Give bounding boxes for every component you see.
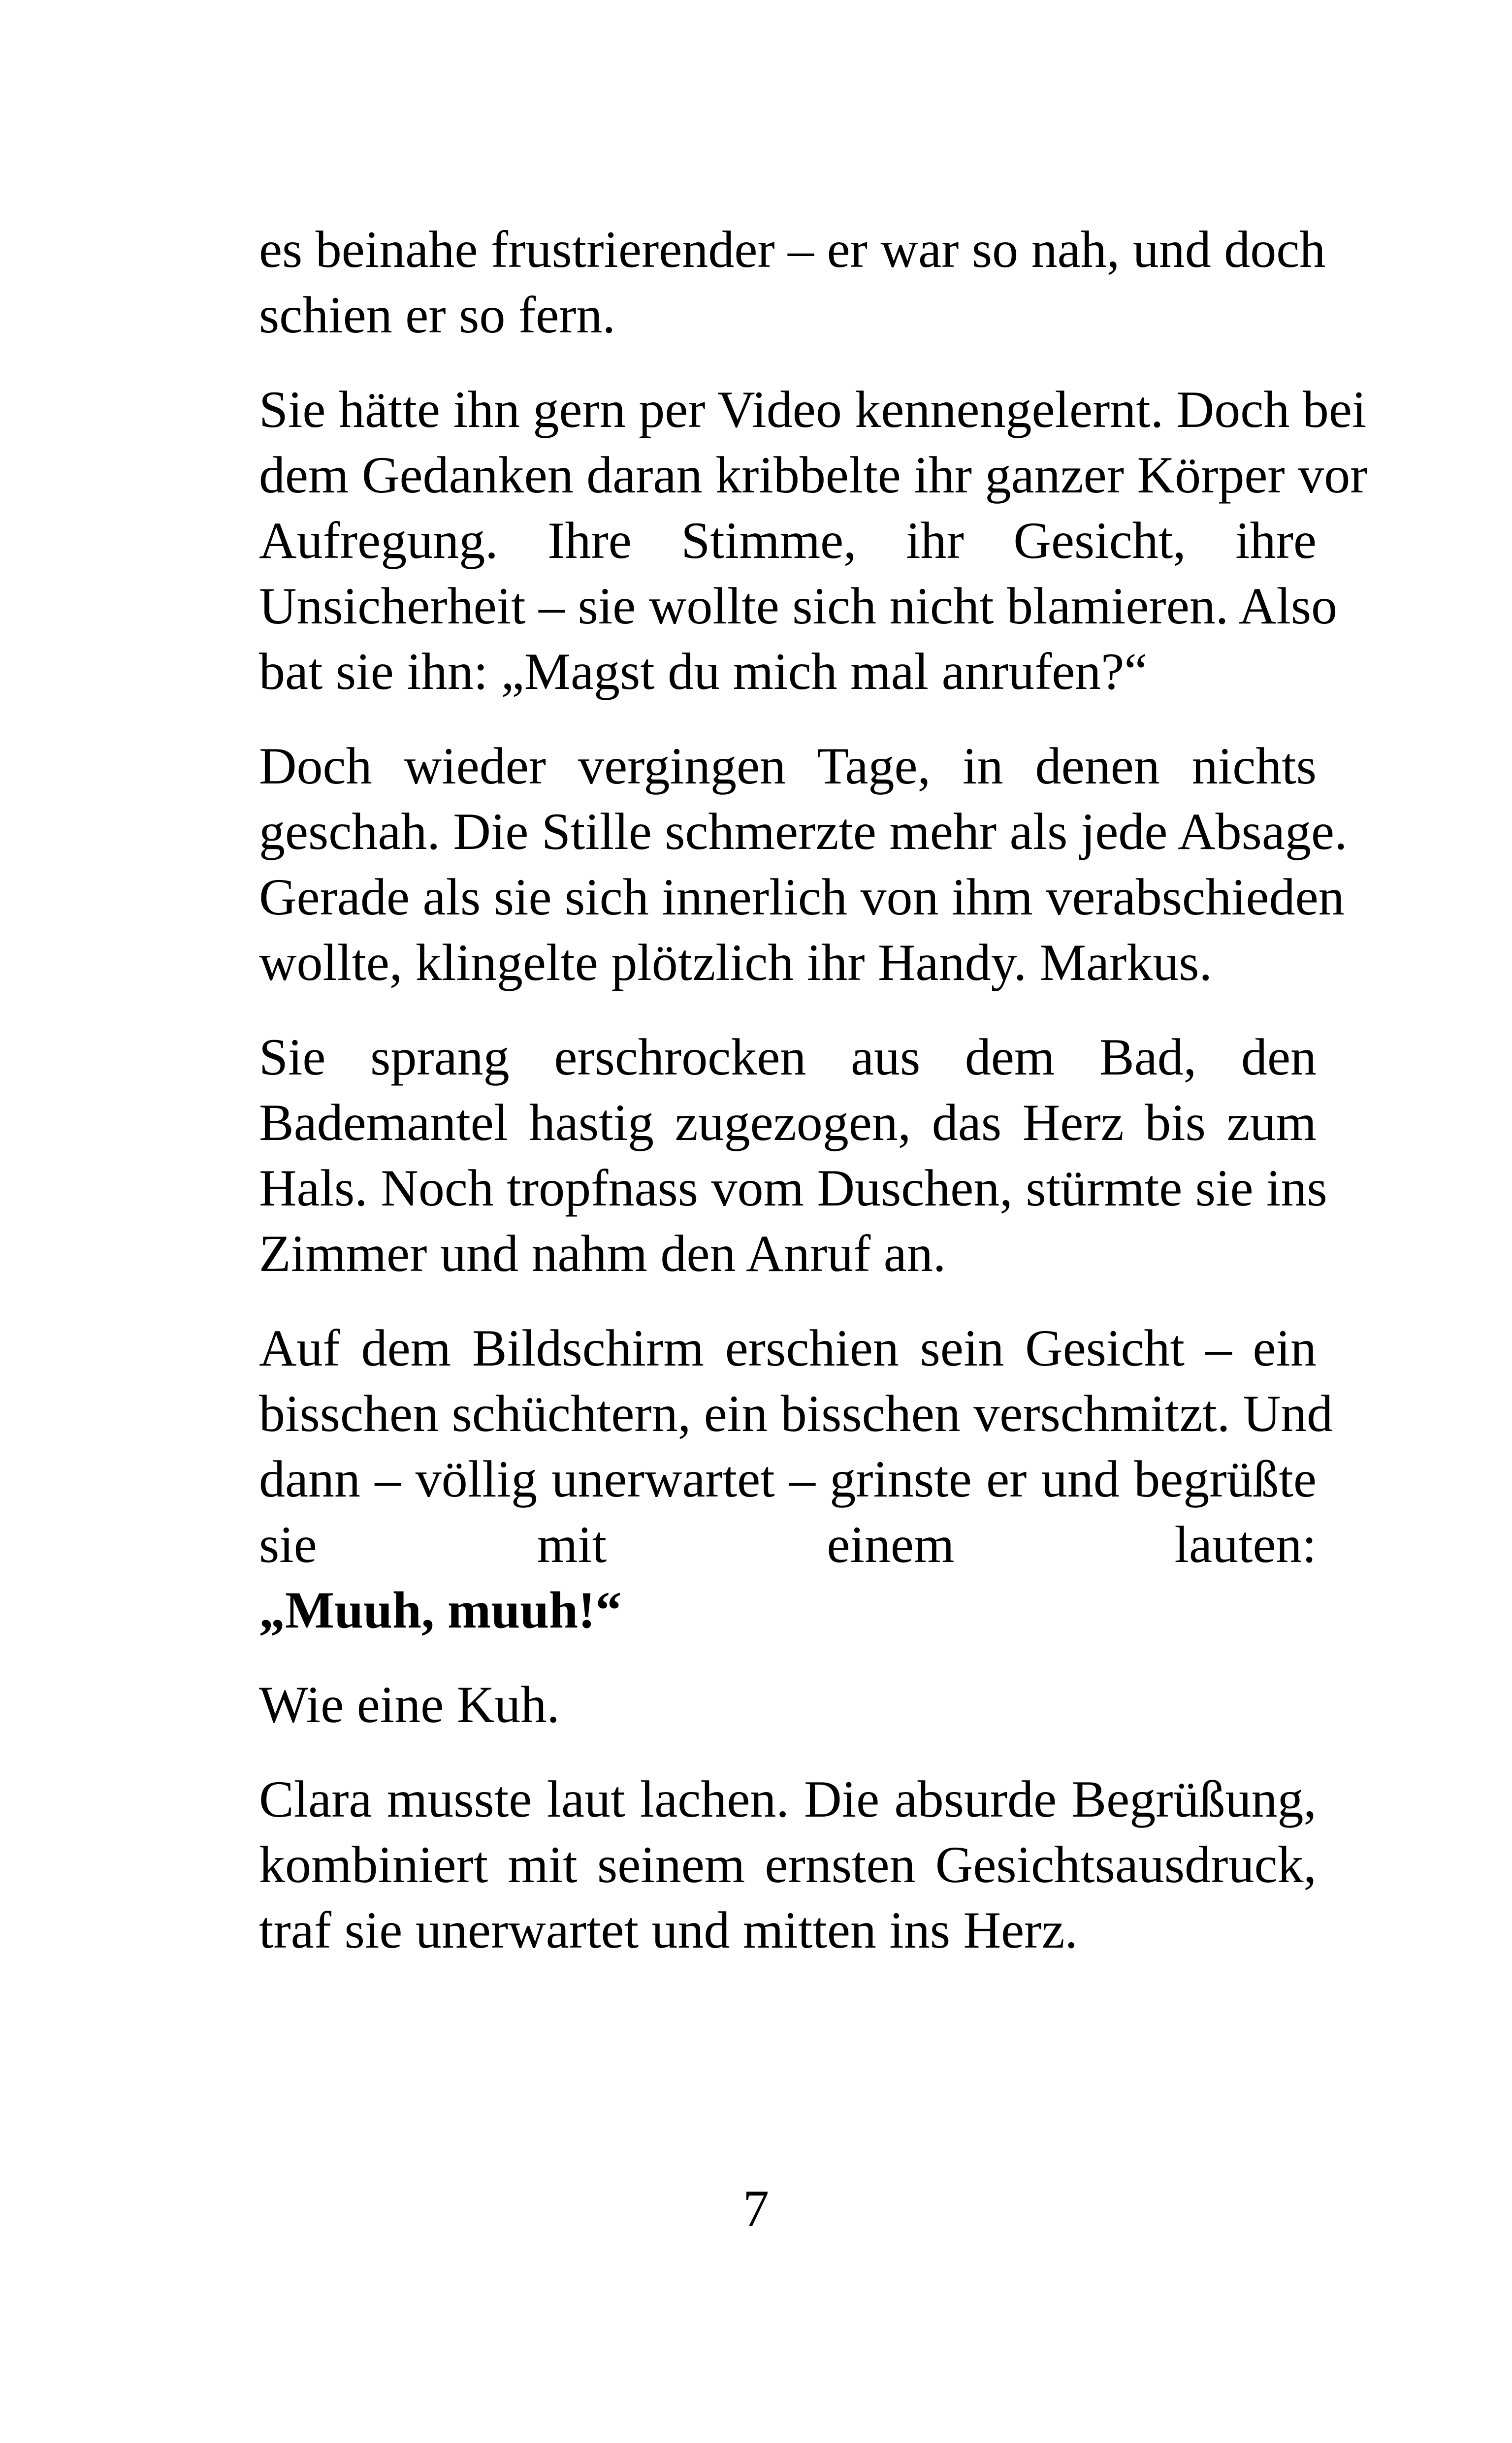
text-line: dann – völlig unerwartet – grinste er und begrüßte (259, 1450, 1317, 1508)
paragraph-6 (259, 1672, 1317, 1737)
text-line: Bademantel hastig zugezogen, das Herz bis zum (259, 1094, 1317, 1151)
text-line: Doch wieder vergingen Tage, in denen nichts (259, 737, 1317, 795)
text-line: Zimmer und nahm den Anruf an. (259, 1225, 946, 1282)
text-line: Clara musste laut lachen. Die absurde Begrüßung, (259, 1770, 1317, 1828)
text-line: kombiniert mit seinem ernsten Gesichtsausdruck, (259, 1836, 1317, 1893)
paragraph-7 (259, 1766, 1317, 1963)
text-line: sie mit einem lauten: (259, 1516, 1317, 1573)
body-text (259, 217, 1368, 1992)
text-line: traf sie unerwartet und mitten ins Herz. (259, 1901, 1078, 1959)
text-line: Aufregung. Ihre Stimme, ihr Gesicht, ihre (259, 512, 1317, 569)
paragraph-1 (259, 217, 1326, 348)
text-line: Sie sprang erschrocken aus dem Bad, den (259, 1028, 1317, 1086)
text-line: Auf dem Bildschirm erschien sein Gesicht – ein (259, 1319, 1317, 1377)
text-line: bisschen schüchtern, ein bisschen verschmitzt. Und (259, 1385, 1333, 1442)
text-line: geschah. Die Stille schmerzte mehr als jede Absage. (259, 803, 1348, 860)
paragraph-5 (259, 1315, 1333, 1643)
text-line: Wie eine Kuh. (259, 1676, 560, 1733)
text-line: Unsicherheit – sie wollte sich nicht blamieren. Also (259, 577, 1338, 635)
paragraph-3 (259, 733, 1348, 995)
text-line: wollte, klingelte plötzlich ihr Handy. Markus. (259, 934, 1213, 991)
paragraph-4 (259, 1024, 1327, 1286)
text-line: Sie hätte ihn gern per Video kennengelernt. Doch bei (259, 381, 1367, 438)
bold-quote-line: „Muuh, muuh!“ (259, 1581, 622, 1639)
text-line: Hals. Noch tropfnass vom Duschen, stürmte sie ins (259, 1159, 1327, 1217)
text-line: dem Gedanken daran kribbelte ihr ganzer Körper vor (259, 446, 1368, 504)
text-line: es beinahe frustrierender – er war so nah, und doch (259, 221, 1326, 278)
text-line: bat sie ihn: „Magst du mich mal anrufen?“ (259, 643, 1148, 700)
page-number: 7 (743, 2180, 769, 2237)
paragraph-2 (259, 377, 1368, 704)
text-line: schien er so fern. (259, 286, 616, 344)
text-line: Gerade als sie sich innerlich von ihm verabschieden (259, 868, 1345, 926)
